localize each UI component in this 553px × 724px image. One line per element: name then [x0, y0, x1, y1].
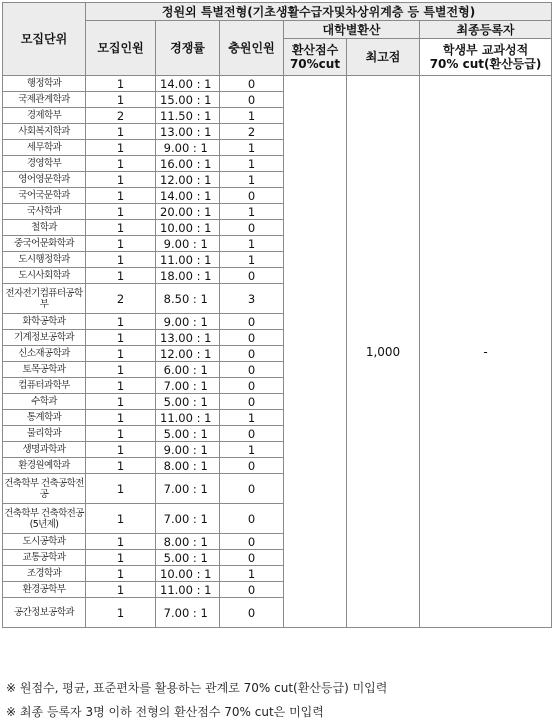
ratio-cell: 11.50 : 1: [156, 108, 220, 124]
admission-type-title: 정원외 특별전형(기초생활수급자및차상위계층 등 특별전형): [86, 3, 552, 21]
recruit-cell: 1: [86, 314, 156, 330]
filled-cell: 1: [220, 252, 284, 268]
filled-cell: 1: [220, 236, 284, 252]
filled-cell: 0: [220, 76, 284, 92]
dept-cell: 조경학과: [3, 566, 86, 582]
ratio-cell: 7.00 : 1: [156, 598, 220, 628]
filled-cell: 0: [220, 582, 284, 598]
filled-cell: 0: [220, 426, 284, 442]
recruit-cell: 1: [86, 458, 156, 474]
dept-cell: 신소재공학과: [3, 346, 86, 362]
footnotes: [6, 676, 387, 724]
recruit-cell: 1: [86, 156, 156, 172]
converted-score-cut-cell: [284, 76, 347, 628]
ratio-cell: 8.00 : 1: [156, 458, 220, 474]
recruit-cell: 1: [86, 362, 156, 378]
recruit-cell: 1: [86, 236, 156, 252]
recruit-cell: 1: [86, 566, 156, 582]
recruit-cell: 1: [86, 92, 156, 108]
dept-cell: 교통공학과: [3, 550, 86, 566]
ratio-cell: 20.00 : 1: [156, 204, 220, 220]
recruit-cell: 2: [86, 284, 156, 314]
recruit-cell: 1: [86, 172, 156, 188]
filled-cell: 1: [220, 172, 284, 188]
ratio-cell: 13.00 : 1: [156, 330, 220, 346]
filled-cell: 1: [220, 204, 284, 220]
filled-cell: 0: [220, 188, 284, 204]
dept-cell: 세무학과: [3, 140, 86, 156]
dept-cell: 도시사회학과: [3, 268, 86, 284]
ratio-cell: 7.00 : 1: [156, 378, 220, 394]
ratio-cell: 12.00 : 1: [156, 346, 220, 362]
filled-cell: 1: [220, 156, 284, 172]
dept-cell: 경제학부: [3, 108, 86, 124]
filled-cell: 1: [220, 566, 284, 582]
recruit-cell: 1: [86, 188, 156, 204]
dept-cell: 기계정보공학과: [3, 330, 86, 346]
ratio-cell: 10.00 : 1: [156, 220, 220, 236]
dept-cell: 건축학부 건축공학전공: [3, 474, 86, 504]
filled-cell: 1: [220, 410, 284, 426]
ratio-cell: 10.00 : 1: [156, 566, 220, 582]
recruit-cell: 1: [86, 268, 156, 284]
dept-cell: 국사학과: [3, 204, 86, 220]
recruit-cell: 1: [86, 76, 156, 92]
dept-cell: 행정학과: [3, 76, 86, 92]
dept-cell: 통계학과: [3, 410, 86, 426]
school-record-label: 학생부 교과성적: [442, 43, 529, 57]
filled-cell: 0: [220, 474, 284, 504]
filled-cell: 0: [220, 504, 284, 534]
dept-cell: 도시행정학과: [3, 252, 86, 268]
ratio-cell: 8.00 : 1: [156, 534, 220, 550]
ratio-cell: 5.00 : 1: [156, 550, 220, 566]
ratio-cell: 9.00 : 1: [156, 314, 220, 330]
ratio-cell: 15.00 : 1: [156, 92, 220, 108]
ratio-cell: 14.00 : 1: [156, 76, 220, 92]
filled-cell: 0: [220, 220, 284, 236]
recruit-cell: 1: [86, 534, 156, 550]
top-score-header: 최고점: [347, 39, 420, 76]
ratio-cell: 9.00 : 1: [156, 442, 220, 458]
recruit-cell: 1: [86, 598, 156, 628]
dept-cell: 화학공학과: [3, 314, 86, 330]
dept-cell: 국어국문학과: [3, 188, 86, 204]
ratio-cell: 9.00 : 1: [156, 236, 220, 252]
dept-cell: 물리학과: [3, 426, 86, 442]
ratio-cell: 18.00 : 1: [156, 268, 220, 284]
filled-cell: 0: [220, 268, 284, 284]
ratio-cell: 6.00 : 1: [156, 362, 220, 378]
recruit-cell: 1: [86, 582, 156, 598]
top-score-cell: 1,000: [347, 76, 420, 628]
ratio-cell: 11.00 : 1: [156, 252, 220, 268]
recruit-cell: 1: [86, 394, 156, 410]
dept-cell: 영어영문학과: [3, 172, 86, 188]
recruit-cell: 1: [86, 550, 156, 566]
dept-cell: 중국어문화학과: [3, 236, 86, 252]
ratio-cell: 11.00 : 1: [156, 582, 220, 598]
filled-cell: 0: [220, 330, 284, 346]
ratio-cell: 5.00 : 1: [156, 394, 220, 410]
filled-cell: 0: [220, 92, 284, 108]
recruit-cell: 2: [86, 108, 156, 124]
recruit-cell: 1: [86, 330, 156, 346]
school-record-cut-label: 70% cut(환산등급): [429, 57, 542, 71]
filled-cell: 1: [220, 108, 284, 124]
filled-column-header: 충원인원: [220, 21, 284, 76]
filled-cell: 0: [220, 550, 284, 566]
table-body: [3, 76, 552, 628]
dept-cell: 공간정보공학과: [3, 598, 86, 628]
ratio-cell: 12.00 : 1: [156, 172, 220, 188]
filled-cell: 0: [220, 346, 284, 362]
recruit-cell: 1: [86, 378, 156, 394]
recruit-cell: 1: [86, 410, 156, 426]
dept-cell: 도시공학과: [3, 534, 86, 550]
dept-cell: 토목공학과: [3, 362, 86, 378]
footnote-2: ※ 최종 등록자 3명 이하 전형의 환산점수 70% cut은 미입력: [6, 705, 324, 719]
ratio-cell: 14.00 : 1: [156, 188, 220, 204]
ratio-cell: 7.00 : 1: [156, 474, 220, 504]
filled-cell: 0: [220, 598, 284, 628]
recruit-cell: 1: [86, 442, 156, 458]
recruit-column-header: 모집인원: [86, 21, 156, 76]
filled-cell: 0: [220, 362, 284, 378]
dept-cell: 경영학부: [3, 156, 86, 172]
table-row: [3, 76, 552, 92]
filled-cell: 0: [220, 394, 284, 410]
university-conversion-header: 대학별환산: [284, 21, 420, 39]
recruit-cell: 1: [86, 220, 156, 236]
admission-results-table: [2, 2, 552, 628]
recruit-cell: 1: [86, 252, 156, 268]
filled-cell: 0: [220, 378, 284, 394]
filled-cell: 2: [220, 124, 284, 140]
ratio-cell: 16.00 : 1: [156, 156, 220, 172]
dept-cell: 수학과: [3, 394, 86, 410]
dept-cell: 건축학부 건축학전공(5년제): [3, 504, 86, 534]
dept-cell: 철학과: [3, 220, 86, 236]
recruit-cell: 1: [86, 140, 156, 156]
filled-cell: 1: [220, 140, 284, 156]
filled-cell: 0: [220, 458, 284, 474]
filled-cell: 0: [220, 314, 284, 330]
converted-score-cut-label: 70%cut: [289, 57, 341, 71]
ratio-cell: 7.00 : 1: [156, 504, 220, 534]
dept-cell: 환경공학부: [3, 582, 86, 598]
converted-score-label: 환산점수: [291, 43, 339, 57]
dept-cell: 전자전기컴퓨터공학부: [3, 284, 86, 314]
final-registrant-header: 최종등록자: [420, 21, 552, 39]
dept-cell: 컴퓨터과학부: [3, 378, 86, 394]
converted-score-cut-header: [284, 39, 347, 76]
school-record-cut-header: [420, 39, 552, 76]
dept-cell: 생명과학과: [3, 442, 86, 458]
school-record-cut-cell: -: [420, 76, 552, 628]
recruit-cell: 1: [86, 124, 156, 140]
recruit-cell: 1: [86, 504, 156, 534]
recruit-cell: 1: [86, 204, 156, 220]
recruit-cell: 1: [86, 426, 156, 442]
dept-cell: 환경원예학과: [3, 458, 86, 474]
dept-cell: 사회복지학과: [3, 124, 86, 140]
ratio-cell: 8.50 : 1: [156, 284, 220, 314]
filled-cell: 1: [220, 442, 284, 458]
ratio-cell: 5.00 : 1: [156, 426, 220, 442]
filled-cell: 3: [220, 284, 284, 314]
dept-cell: 국제관계학과: [3, 92, 86, 108]
ratio-cell: 9.00 : 1: [156, 140, 220, 156]
ratio-cell: 11.00 : 1: [156, 410, 220, 426]
ratio-column-header: 경쟁률: [156, 21, 220, 76]
filled-cell: 0: [220, 534, 284, 550]
ratio-cell: 13.00 : 1: [156, 124, 220, 140]
dept-column-header: 모집단위: [3, 3, 86, 76]
recruit-cell: 1: [86, 474, 156, 504]
recruit-cell: 1: [86, 346, 156, 362]
footnote-1: ※ 원점수, 평균, 표준편차를 활용하는 관계로 70% cut(환산등급) 미입력: [6, 681, 388, 695]
